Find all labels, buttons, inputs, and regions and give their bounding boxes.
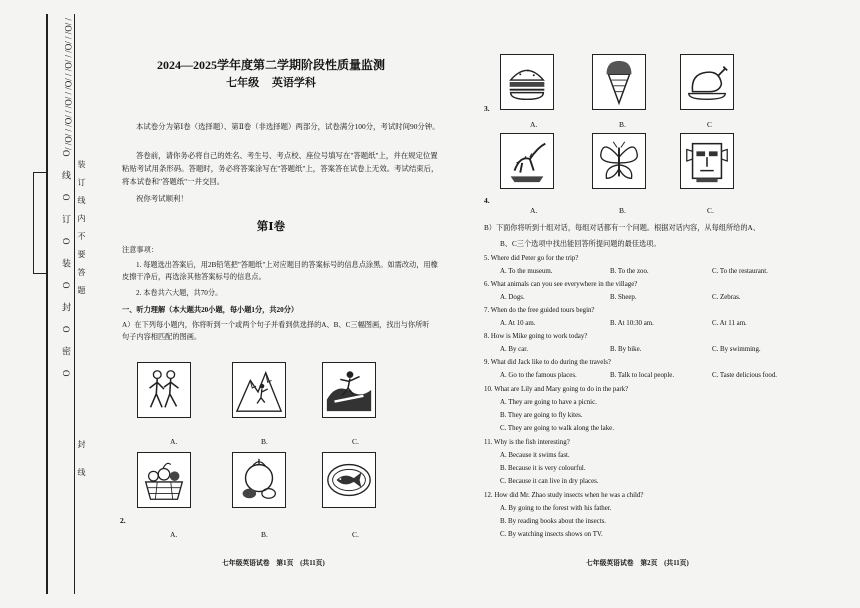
- notes-label: 注意事项：: [122, 246, 158, 254]
- picture-3b: [592, 54, 646, 110]
- picture-label: A.: [170, 530, 178, 539]
- question-number: 2.: [120, 516, 126, 525]
- section-title: 第Ⅰ卷: [256, 221, 286, 233]
- picture-3a: [500, 54, 554, 110]
- option-b: B. To the zoo.: [610, 268, 649, 275]
- question-7: [484, 306, 595, 316]
- question-text: How did Mr. Zhao study insects when he was a child?: [494, 492, 644, 499]
- picture-label: A.: [170, 437, 178, 446]
- fruit-basket-icon: [138, 453, 190, 507]
- binding-line: [74, 14, 75, 594]
- picture-label: C.: [707, 206, 714, 215]
- option-a: A. At 10 am.: [500, 320, 536, 327]
- picture-4b: [592, 133, 646, 189]
- binding-bracket: [33, 172, 46, 274]
- option-a: A. Dogs.: [500, 294, 525, 301]
- question-number: 10.: [484, 386, 493, 393]
- picture-label: B.: [261, 530, 268, 539]
- option-a: A. Because it swims fast.: [500, 452, 570, 459]
- picture-label: A.: [530, 206, 538, 215]
- option-c: C. By watching insects shows on TV.: [500, 531, 603, 538]
- binding-seal-dots: O 线 O 订 O 装 O 封 O 密 O: [61, 150, 71, 383]
- picture-label: C: [707, 120, 713, 129]
- question-10: [484, 385, 628, 395]
- question-text: What did Jack like to do during the travels?: [490, 359, 611, 366]
- picture-2a: [137, 452, 191, 508]
- question-text: Where did Peter go for the trip?: [490, 255, 579, 262]
- question-number: 5.: [484, 255, 490, 262]
- picture-4c: [680, 133, 734, 189]
- page-footer: 七年级英语试卷 第1页 (共11页): [222, 560, 325, 567]
- vegetables-icon: [233, 453, 285, 507]
- picture-2c: [322, 452, 376, 508]
- question-number: 6.: [484, 281, 490, 288]
- question-number: 4.: [484, 196, 490, 205]
- question-number: 11.: [484, 439, 493, 446]
- exam-subtitle: 七年级 英语学科: [226, 77, 316, 89]
- question-6: [484, 280, 637, 290]
- note-1: 1. 每题选出答案后，用2B铅笔把"答题纸"上对应题目的答案标号的信息点涂黑。如需改动，用橡皮擦干净后，再选涂其他答案标号的信息点。: [122, 261, 438, 281]
- part-a-instructions: A）在下列每小题内，你将听到一个或两个句子并看到供选择的A、B、C三幅图画，找出与你所听句子内容相匹配的图画。: [122, 321, 430, 341]
- question-number: 9.: [484, 359, 490, 366]
- question-8: [484, 332, 587, 342]
- ice-cream-icon: [593, 55, 645, 109]
- part-1-heading: 一、听力理解（本大题共20小题，每小题1分，共20分）: [122, 306, 299, 314]
- option-c: C. They are going to walk along the lake.: [500, 425, 614, 432]
- roast-chicken-icon: [681, 55, 733, 109]
- picture-2b: [232, 452, 286, 508]
- question-11: [484, 438, 570, 448]
- option-c: C. At 11 am.: [712, 320, 747, 327]
- question-9: [484, 358, 611, 368]
- question-text: When do the free guided tours begin?: [490, 307, 595, 314]
- picture-3c: [680, 54, 734, 110]
- picture-label: A.: [530, 120, 538, 129]
- question-number: 8.: [484, 333, 490, 340]
- question-5: [484, 254, 578, 264]
- option-a: A. To the museum.: [500, 268, 553, 275]
- question-text: What animals can you see everywhere in the village?: [490, 281, 638, 288]
- question-text: What are Lily and Mary going to do in the park?: [494, 386, 629, 393]
- option-a: A. Go to the famous places.: [500, 372, 577, 379]
- binding-side-text: 封线: [77, 440, 86, 496]
- exam-title: 2024—2025学年度第二学期阶段性质量监测: [156, 58, 385, 72]
- binding-strip: / /O/ / /O/ / /O/ / /O/ / /O/ / /O/ / /O/ /: [63, 18, 73, 151]
- option-a: A. By car.: [500, 346, 528, 353]
- option-a: A. They are going to have a picnic.: [500, 399, 597, 406]
- mountain-climber-icon: [233, 363, 285, 417]
- option-b: B. By bike.: [610, 346, 642, 353]
- option-c: C. By swimming.: [712, 346, 761, 353]
- option-c: C. Taste delicious food.: [712, 372, 778, 379]
- picture-label: B.: [619, 206, 626, 215]
- intro-paragraph-2: 答卷前，请你务必将自己的姓名、考生号、考点校、座位号填写在"答题纸"上，并在规定位置粘贴考试用条形码。答题时，务必将答案涂写在"答题纸"上，答案答在试卷上无效。考试结束后，将本试卷和"答题纸"一并交回。: [122, 151, 439, 186]
- note-2: 2. 本卷共六大题，共70分。: [136, 289, 223, 297]
- dinosaur-fossil-icon: [501, 134, 553, 188]
- option-b: B. Talk to local people.: [610, 372, 675, 379]
- surfer-icon: [323, 363, 375, 417]
- part-b-instructions-1: B）下面你将听到十组对话，每组对话都有一个问题。根据对话内容，从每组所给的A、: [484, 224, 760, 232]
- binding-line: [46, 14, 48, 594]
- option-c: C. Zebras.: [712, 294, 741, 301]
- option-c: C. Because it can live in dry places.: [500, 478, 599, 485]
- question-number: 7.: [484, 307, 490, 314]
- picture-1a: [137, 362, 191, 418]
- intro-paragraph-1: 本试卷分为第Ⅰ卷（选择题）、第Ⅱ卷（非选择题）两部分，试卷满分100分，考试时间90分钟。: [136, 122, 440, 131]
- fish-dish-icon: [323, 453, 375, 507]
- question-12: [484, 491, 643, 501]
- hamburger-icon: [501, 55, 553, 109]
- binding-seal-text: 装订线内不要答题: [77, 160, 86, 304]
- option-b: B. At 10:30 am.: [610, 320, 654, 327]
- option-b: B. Sheep.: [610, 294, 637, 301]
- butterfly-icon: [593, 134, 645, 188]
- part-b-instructions-2: B、C三个选项中找出能回答所提问题的最佳选项。: [500, 240, 661, 248]
- option-b: B. Because it is very colourful.: [500, 465, 586, 472]
- question-number: 12.: [484, 492, 493, 499]
- page-footer: 七年级英语试卷 第2页 (共11页): [586, 560, 689, 567]
- option-b: B. By reading books about the insects.: [500, 518, 607, 525]
- intro-paragraph-3: 祝你考试顺利！: [136, 194, 188, 203]
- question-text: How is Mike going to work today?: [490, 333, 588, 340]
- running-people-icon: [138, 363, 190, 417]
- picture-1c: [322, 362, 376, 418]
- option-a: A. By going to the forest with his father.: [500, 505, 612, 512]
- bronze-mask-icon: [681, 134, 733, 188]
- binding-margin: [0, 0, 100, 608]
- option-b: B. They are going to fly kites.: [500, 412, 583, 419]
- picture-4a: [500, 133, 554, 189]
- question-number: 3.: [484, 104, 490, 113]
- picture-1b: [232, 362, 286, 418]
- question-text: Why is the fish interesting?: [493, 439, 570, 446]
- picture-label: B.: [261, 437, 268, 446]
- picture-label: C.: [352, 530, 359, 539]
- picture-label: C.: [352, 437, 359, 446]
- picture-label: B.: [619, 120, 626, 129]
- option-c: C. To the restaurant.: [712, 268, 768, 275]
